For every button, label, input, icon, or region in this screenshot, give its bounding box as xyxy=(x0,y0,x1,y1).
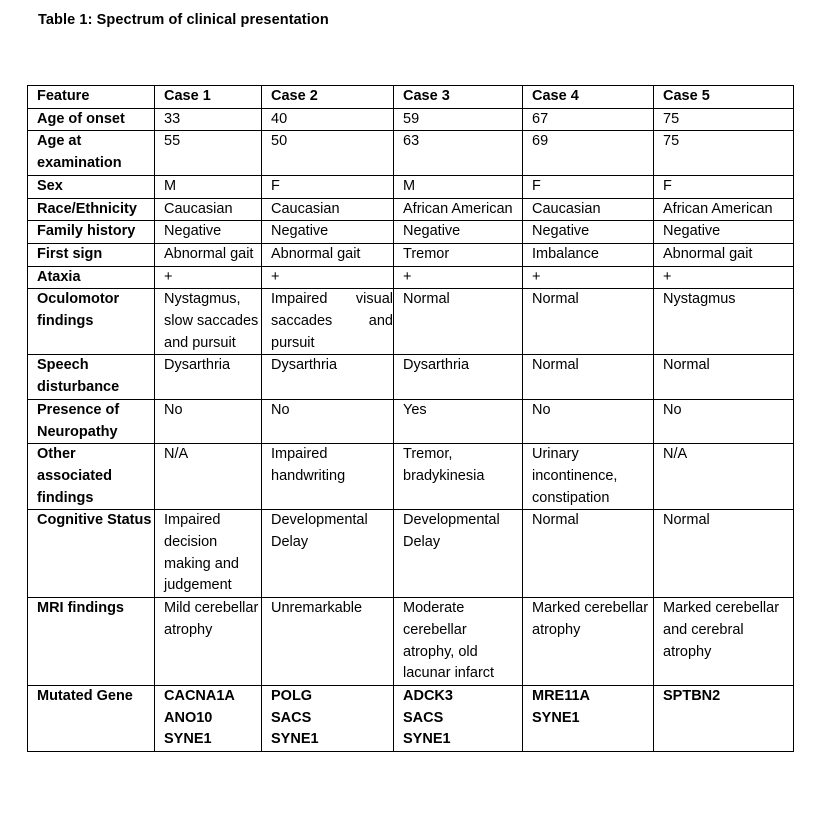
case-3-value: African American xyxy=(394,198,523,221)
feature-label: Presence of Neuropathy xyxy=(28,399,155,443)
table-header-row xyxy=(28,86,794,109)
case-3-value: Tremor xyxy=(394,243,523,266)
case-5-value: Normal xyxy=(654,510,794,598)
gene-name: SYNE1 xyxy=(164,731,212,748)
case-2-value: 40 xyxy=(262,108,394,131)
case-2-value: Abnormal gait xyxy=(262,243,394,266)
table-row-age-at-examination xyxy=(28,131,794,175)
feature-label: Oculomotor findings xyxy=(28,289,155,355)
table-row-family-history xyxy=(28,221,794,244)
table-row-ataxia xyxy=(28,266,794,289)
feature-label: Family history xyxy=(28,221,155,244)
case-1-value: Nystagmus, slow saccades and pursuit xyxy=(155,289,262,355)
case-3-value: Negative xyxy=(394,221,523,244)
header-cell-case-2: Case 2 xyxy=(262,86,394,109)
case-2-value: Developmental Delay xyxy=(262,510,394,598)
case-3-genes xyxy=(394,685,523,751)
case-5-value: + xyxy=(654,266,794,289)
feature-label: Age at examination xyxy=(28,131,155,175)
table-row-oculomotor-findings xyxy=(28,289,794,355)
case-1-value: Abnormal gait xyxy=(155,243,262,266)
case-5-value: No xyxy=(654,399,794,443)
feature-label: Age of onset xyxy=(28,108,155,131)
case-4-value: 69 xyxy=(523,131,654,175)
table-row-age-of-onset xyxy=(28,108,794,131)
table-row-race-ethnicity xyxy=(28,198,794,221)
case-5-value: F xyxy=(654,175,794,198)
case-4-value: Normal xyxy=(523,355,654,399)
feature-label: Sex xyxy=(28,175,155,198)
feature-label: Race/Ethnicity xyxy=(28,198,155,221)
case-1-value: + xyxy=(155,266,262,289)
case-3-value: Moderate cerebellar atrophy, old lacunar infarct xyxy=(394,598,523,686)
gene-name: MRE11A xyxy=(532,687,591,704)
gene-name: SACS xyxy=(271,709,312,726)
case-1-value: 55 xyxy=(155,131,262,175)
case-2-value: F xyxy=(262,175,394,198)
case-3-value: Developmental Delay xyxy=(394,510,523,598)
case-3-value: Dysarthria xyxy=(394,355,523,399)
feature-label: MRI findings xyxy=(28,598,155,686)
table-caption: Table 1: Spectrum of clinical presentation xyxy=(38,12,329,28)
case-2-value: Negative xyxy=(262,221,394,244)
case-4-value: Normal xyxy=(523,289,654,355)
case-2-value: Dysarthria xyxy=(262,355,394,399)
table-row-sex xyxy=(28,175,794,198)
gene-name: SYNE1 xyxy=(271,731,319,748)
header-cell-case-4: Case 4 xyxy=(523,86,654,109)
case-1-value: Impaired decision making and judgement xyxy=(155,510,262,598)
header-cell-case-5: Case 5 xyxy=(654,86,794,109)
case-2-value: Impaired visual saccades and pursuit xyxy=(262,289,394,355)
table-row-other-associated-findings xyxy=(28,444,794,510)
case-4-value: Negative xyxy=(523,221,654,244)
case-5-value: African American xyxy=(654,198,794,221)
case-3-value: Yes xyxy=(394,399,523,443)
case-5-value: Abnormal gait xyxy=(654,243,794,266)
gene-name: SYNE1 xyxy=(532,709,580,726)
case-1-value: 33 xyxy=(155,108,262,131)
gene-name: SYNE1 xyxy=(403,731,451,748)
case-4-value: No xyxy=(523,399,654,443)
case-2-value: Unremarkable xyxy=(262,598,394,686)
case-4-value: + xyxy=(523,266,654,289)
case-5-genes xyxy=(654,685,794,751)
feature-label: Cognitive Status xyxy=(28,510,155,598)
case-1-value: No xyxy=(155,399,262,443)
gene-name: ADCK3 xyxy=(403,687,453,704)
case-5-value: Normal xyxy=(654,355,794,399)
case-1-genes xyxy=(155,685,262,751)
table-row-cognitive-status xyxy=(28,510,794,598)
table-row-first-sign xyxy=(28,243,794,266)
case-4-value: Imbalance xyxy=(523,243,654,266)
gene-name: ANO10 xyxy=(164,709,213,726)
case-3-value: M xyxy=(394,175,523,198)
case-5-value: N/A xyxy=(654,444,794,510)
table-row-mutated-gene xyxy=(28,685,794,751)
feature-label: Ataxia xyxy=(28,266,155,289)
feature-label: Mutated Gene xyxy=(28,685,155,751)
feature-label: Other associated findings xyxy=(28,444,155,510)
case-5-value: 75 xyxy=(654,108,794,131)
gene-name: POLG xyxy=(271,687,313,704)
case-3-value: 59 xyxy=(394,108,523,131)
header-cell-feature: Feature xyxy=(28,86,155,109)
case-4-value: F xyxy=(523,175,654,198)
table-row-presence-of-neuropathy xyxy=(28,399,794,443)
case-4-value: 67 xyxy=(523,108,654,131)
case-1-value: N/A xyxy=(155,444,262,510)
case-5-value: Marked cerebellar and cerebral atrophy xyxy=(654,598,794,686)
header-cell-case-3: Case 3 xyxy=(394,86,523,109)
case-1-value: Negative xyxy=(155,221,262,244)
case-2-value: Caucasian xyxy=(262,198,394,221)
gene-name: SACS xyxy=(403,709,444,726)
case-2-genes xyxy=(262,685,394,751)
clinical-presentation-table xyxy=(27,85,794,752)
case-2-value: Impaired handwriting xyxy=(262,444,394,510)
gene-name: SPTBN2 xyxy=(663,687,721,704)
case-4-value: Urinary incontinence, constipation xyxy=(523,444,654,510)
case-3-value: + xyxy=(394,266,523,289)
case-3-value: Tremor, bradykinesia xyxy=(394,444,523,510)
case-4-genes xyxy=(523,685,654,751)
case-1-value: Caucasian xyxy=(155,198,262,221)
case-2-value: 50 xyxy=(262,131,394,175)
gene-name: CACNA1A xyxy=(164,687,235,704)
case-3-value: 63 xyxy=(394,131,523,175)
case-4-value: Caucasian xyxy=(523,198,654,221)
case-5-value: Nystagmus xyxy=(654,289,794,355)
case-3-value: Normal xyxy=(394,289,523,355)
feature-label: Speech disturbance xyxy=(28,355,155,399)
case-5-value: 75 xyxy=(654,131,794,175)
table-row-speech-disturbance xyxy=(28,355,794,399)
case-4-value: Marked cerebellar atrophy xyxy=(523,598,654,686)
table-row-mri-findings xyxy=(28,598,794,686)
case-4-value: Normal xyxy=(523,510,654,598)
case-5-value: Negative xyxy=(654,221,794,244)
case-1-value: M xyxy=(155,175,262,198)
case-2-value: No xyxy=(262,399,394,443)
feature-label: First sign xyxy=(28,243,155,266)
case-2-value: + xyxy=(262,266,394,289)
header-cell-case-1: Case 1 xyxy=(155,86,262,109)
case-1-value: Dysarthria xyxy=(155,355,262,399)
case-1-value: Mild cerebellar atrophy xyxy=(155,598,262,686)
